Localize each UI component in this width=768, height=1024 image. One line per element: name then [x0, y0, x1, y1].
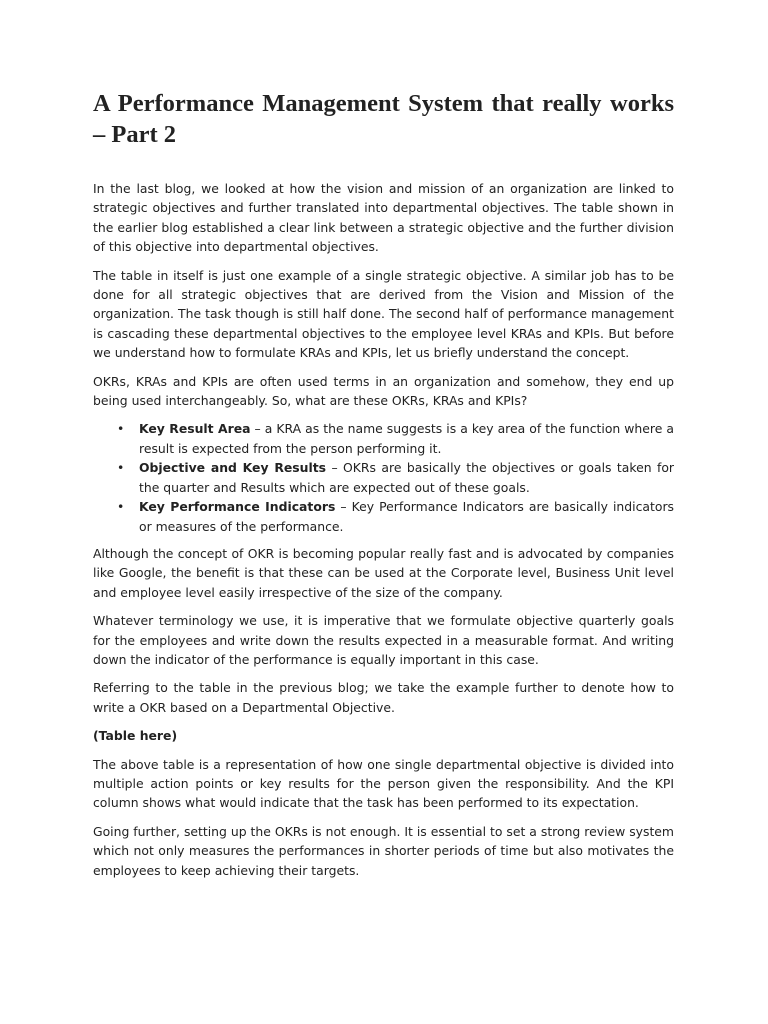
definition-kpi: – Key Performance Indicators are basically indicators or measures of the performance.	[139, 499, 674, 534]
definitions-list	[93, 419, 674, 535]
definition-okr: – OKRs are basically the objectives or goals taken for the quarter and Results which are expected out of these goals.	[139, 460, 675, 495]
list-item-kpi	[117, 497, 674, 536]
paragraph-closing-1: The above table is a representation of how one single departmental objective is divided into multiple action points or key results for the person given the responsibility. And the KPI column shows what would indicate that the task has been performed to its expectation.	[93, 756, 674, 811]
document-title: A Performance Management System that really works – Part 2	[93, 90, 674, 148]
paragraph-intro-1: In the last blog, we looked at how the vision and mission of an organization are linked to strategic objectives and further translated into departmental objectives. The table shown in the earlier blog established a clear link between a strategic objective and the further division of this objective into departmental objectives.	[93, 181, 674, 255]
bullet-icon: •	[117, 421, 125, 437]
paragraph-intro-2: The table in itself is just one example of a single strategic objective. A similar job has to be done for all strategic objectives that are derived from the Vision and Mission of the organization. The task though is still half done. The second half of performance management is cascading these departmental objectives to the employee level KRAs and KPIs. But before we understand how to formulate KRAs and KPIs, let us briefly understand the concept.	[93, 267, 674, 361]
term-kpi: Key Performance Indicators	[139, 499, 336, 515]
document-page	[93, 88, 674, 889]
list-item-kra	[117, 419, 674, 458]
list-item-okr	[117, 458, 675, 497]
term-okr: Objective and Key Results	[139, 460, 327, 476]
paragraph-intro-3: OKRs, KRAs and KPIs are often used terms in an organization and somehow, they end up being used interchangeably. So, what are these OKRs, KRAs and KPIs?	[93, 373, 674, 409]
paragraph-body-1: Although the concept of OKR is becoming popular really fast and is advocated by companies like Google, the benefit is that these can be used at the Corporate level, Business Unit level and employee level easily irrespective of the size of the company.	[93, 545, 674, 600]
bullet-icon: •	[117, 499, 125, 515]
paragraph-body-2: Whatever terminology we use, it is imperative that we formulate objective quarterly goals for the employees and write down the results expected in a measurable format. And writing down the indicator of the performance is equally important in this case.	[93, 613, 674, 667]
table-placeholder: (Table here)	[93, 728, 178, 744]
term-kra: Key Result Area	[139, 421, 251, 437]
definition-kra: – a KRA as the name suggests is a key area of the function where a result is expected from the person performing it.	[139, 421, 674, 456]
bullet-icon: •	[117, 460, 125, 476]
paragraph-closing-2: Going further, setting up the OKRs is not enough. It is essential to set a strong review system which not only measures the performances in shorter periods of time but also motivates the employees to keep achieving their targets.	[93, 823, 674, 878]
paragraph-body-3: Referring to the table in the previous blog; we take the example further to denote how to write a OKR based on a Departmental Objective.	[93, 680, 674, 715]
